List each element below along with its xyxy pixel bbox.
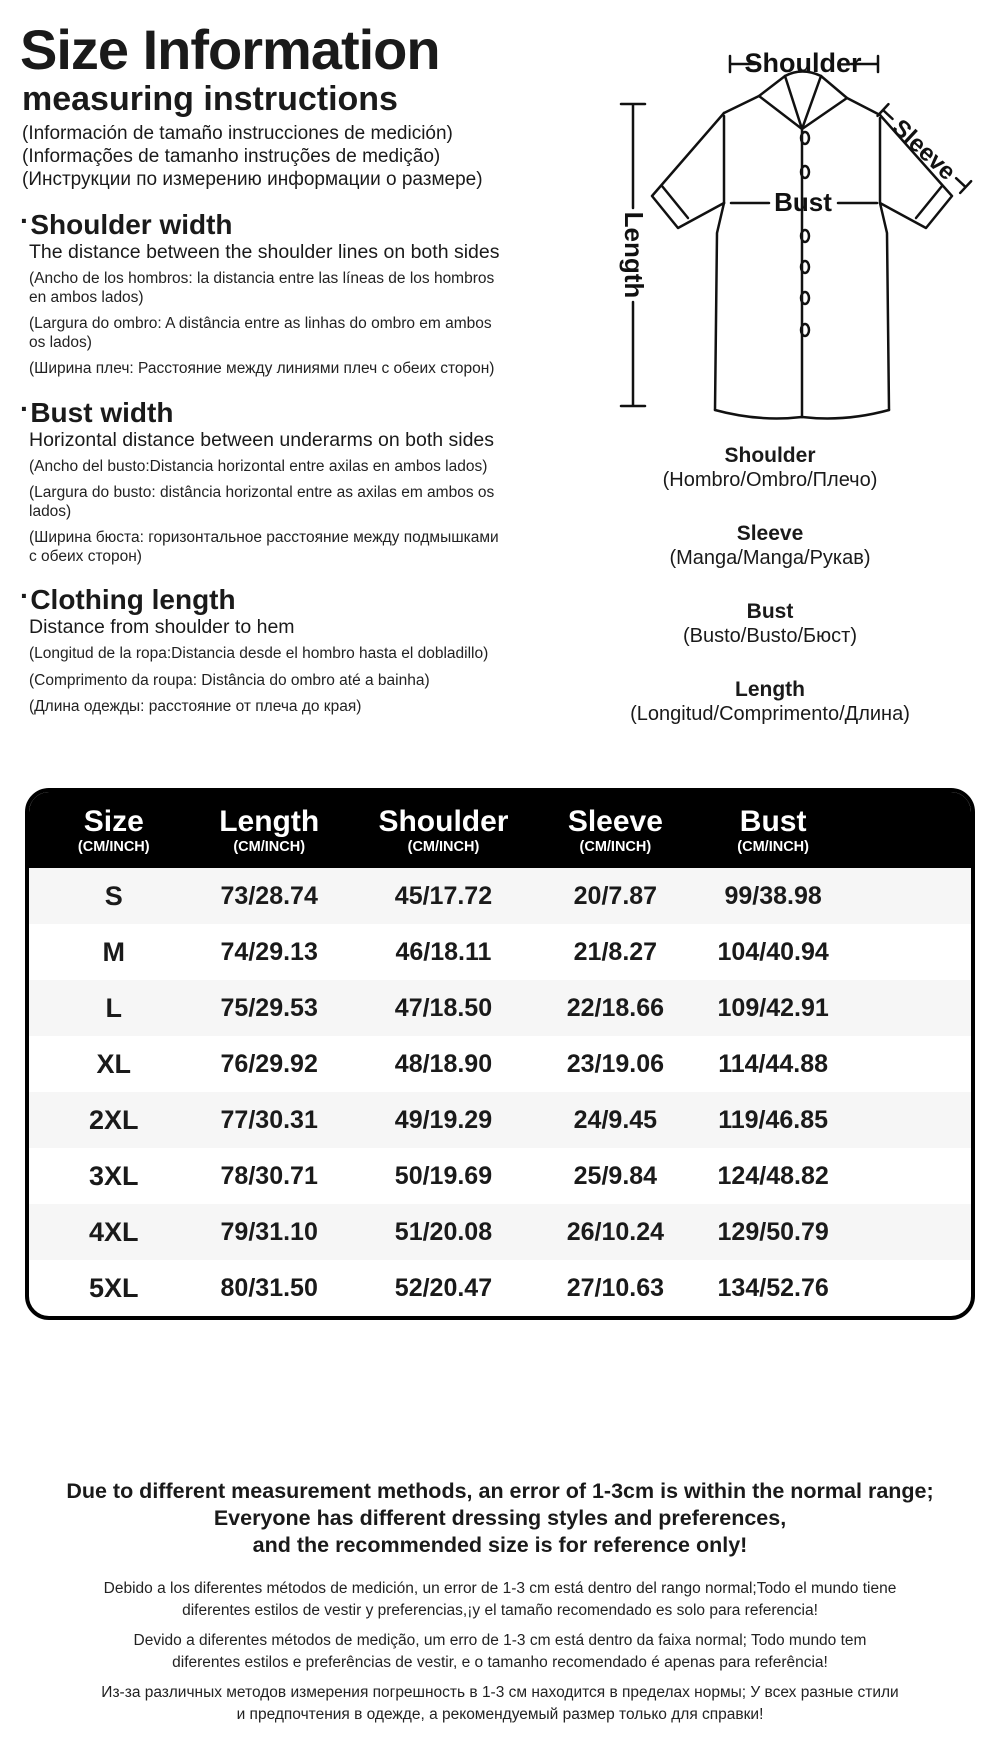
section-note-pt: (Largura do ombro: A distância entre as linhas do ombro em ambos os lados) [29,315,492,351]
table-row-m [29,924,971,980]
column-title: Bust [739,805,807,838]
header-cell-bust [684,805,863,856]
measurement-diagram [545,26,995,756]
disclaimer-en-line: Everyone has different dressing styles and preferences, [213,1506,787,1530]
column-unit: (CM/INCH) [737,839,809,855]
section-description: Distance from shoulder to hem [29,616,295,638]
cell-length: 76/29.92 [220,1049,318,1078]
disclaimer-en-line: and the recommended size is for reference only! [252,1533,748,1557]
legend-item-sleeve [545,522,995,570]
section-note-es: (Ancho del busto:Distancia horizontal entre axilas en ambos lados) [29,457,488,475]
cell-length: 73/28.74 [220,881,318,910]
page-title: Size Information [20,18,440,81]
section-note-es: (Ancho de los hombros: la distancia entre las líneas de los hombros en ambos lados) [29,270,495,306]
column-unit: (CM/INCH) [77,839,150,855]
legend-term: Sleeve [736,522,804,545]
cell-sleeve: 21/8.27 [573,937,658,966]
cell-bust: 109/42.91 [717,993,829,1022]
cell-shoulder: 52/20.47 [394,1273,493,1302]
cell-shoulder: 46/18.11 [395,937,492,966]
legend-term: Bust [746,600,794,623]
section-clothing-length [20,580,545,717]
disclaimer-russian [0,1682,1000,1726]
section-note-ru: (Ширина плеч: Расстояние между линиями плеч с обеих сторон) [29,360,495,377]
table-row-s [29,868,971,924]
cell-shoulder: 51/20.08 [394,1217,493,1246]
title-translation-ru: (Инструкции по измерению информации о размере) [22,169,483,190]
cell-sleeve: 24/9.45 [573,1105,658,1134]
section-heading-text: Clothing length [30,584,236,615]
column-unit: (CM/INCH) [233,839,306,855]
cell-size: L [105,992,123,1023]
bullet: · [20,205,30,236]
diagram-label-bust: Bust [774,187,832,217]
disclaimer-spanish [0,1578,1000,1622]
header-cell-size [29,805,199,856]
title-translation-es: (Información de tamaño instrucciones de medición) [22,123,453,144]
bullet: · [20,580,30,611]
cell-bust: 114/44.88 [718,1049,829,1078]
table-row-4xl [29,1204,971,1260]
cell-shoulder: 48/18.90 [394,1049,493,1078]
cell-size: S [104,880,123,911]
legend-term: Length [735,678,805,701]
cell-sleeve: 20/7.87 [573,881,658,910]
disclaimer-pt-line: diferentes estilos e preferências de vestir, e o tamanho recomendado é apenas para referência! [172,1654,828,1671]
legend-translation: (Hombro/Ombro/Плечо) [662,469,878,491]
disclaimer-es-line: diferentes estilos de vestir y preferencias,¡y el tamaño recomendado es solo para referencia! [182,1602,818,1619]
section-note-es: (Longitud de la ropa:Distancia desde el hombro hasta el dobladillo) [29,645,489,662]
diagram-label-length: Length [619,211,649,299]
shirt-diagram-icon [545,26,995,426]
section-description: Horizontal distance between underarms on both sides [29,428,495,451]
legend-translation: (Busto/Busto/Бюст) [682,625,857,647]
diagram-label-shoulder: Shoulder [744,48,862,78]
legend-item-shoulder [545,444,995,492]
header-cell-shoulder [340,805,547,856]
section-note-ru: (Ширина бюста: горизонтальное расстояние между подмышками с обеих сторон) [29,529,499,565]
cell-shoulder: 47/18.50 [394,993,493,1022]
section-note-pt: (Comprimento da roupa: Distância do ombro até a bainha) [29,671,430,689]
section-heading [20,205,545,240]
section-heading-text: Bust width [30,396,174,428]
cell-length: 74/29.13 [220,937,318,966]
cell-shoulder: 50/19.69 [394,1161,493,1190]
table-row-l [29,980,971,1036]
cell-sleeve: 22/18.66 [566,993,665,1022]
measuring-instructions-column [20,20,545,725]
column-unit: (CM/INCH) [407,839,480,855]
column-title: Sleeve [567,805,663,838]
cell-length: 77/30.31 [220,1105,318,1134]
column-title: Length [219,805,320,838]
cell-sleeve: 26/10.24 [566,1217,665,1246]
size-table [25,788,975,1320]
cell-size: M [102,936,126,967]
disclaimer-translations [0,1578,1000,1734]
cell-bust: 119/46.85 [718,1105,829,1134]
bullet: · [20,392,30,424]
cell-shoulder: 45/17.72 [394,881,493,910]
header-cell-sleeve [547,805,684,856]
diagram-label-sleeve: Sleeve [886,114,961,186]
cell-bust: 124/48.82 [717,1161,829,1190]
header-cell-length [199,805,340,856]
section-shoulder-width [20,205,545,379]
disclaimer-portuguese [0,1630,1000,1674]
cell-length: 78/30.71 [220,1161,318,1190]
disclaimer-ru-line: Из-за различных методов измерения погрешность в 1-3 см находится в пределах нормы; У всех разные стили [101,1684,899,1701]
column-title: Size [83,805,144,838]
disclaimer-en-line: Due to different measurement methods, an error of 1-3cm is within the normal range; [66,1479,934,1503]
table-row-2xl [29,1092,971,1148]
cell-size: 3XL [89,1160,139,1191]
disclaimer-pt-line: Devido a diferentes métodos de medição, um erro de 1-3 cm está dentro da faixa normal; Todo mundo tem [133,1632,867,1649]
table-row-5xl [29,1260,971,1316]
page-subtitle: measuring instructions [22,80,398,118]
cell-bust: 129/50.79 [717,1217,829,1246]
cell-sleeve: 23/19.06 [566,1049,665,1078]
cell-length: 75/29.53 [220,993,318,1022]
section-note-ru: (Длина одежды: расстояние от плеча до края) [29,698,362,715]
diagram-legend [545,444,995,726]
legend-term: Shoulder [724,444,816,467]
section-description: The distance between the shoulder lines on both sides [29,241,500,263]
cell-length: 80/31.50 [220,1273,318,1302]
cell-size: XL [96,1048,132,1079]
table-row-xl [29,1036,971,1092]
cell-bust: 99/38.98 [724,881,822,910]
section-bust-width [20,393,545,567]
disclaimer-es-line: Debido a los diferentes métodos de medición, un error de 1-3 cm está dentro del rango normal;Todo el mundo tiene [103,1580,897,1597]
legend-translation: (Manga/Manga/Рукав) [669,547,871,569]
disclaimer-english [0,1478,1000,1559]
cell-sleeve: 27/10.63 [566,1273,665,1302]
title-translation-pt: (Informações de tamanho instruções de medição) [22,146,441,167]
disclaimer-ru-line: и предпочтения в одежде, а рекомендуемый размер только для справки! [236,1706,764,1723]
cell-size: 5XL [89,1272,139,1303]
legend-item-bust [545,600,995,648]
section-heading [20,393,545,428]
cell-bust: 104/40.94 [717,937,829,966]
cell-size: 2XL [89,1104,139,1135]
section-note-pt: (Largura do busto: distância horizontal entre as axilas em ambos os lados) [29,484,495,520]
cell-sleeve: 25/9.84 [573,1161,658,1190]
cell-bust: 134/52.76 [717,1273,829,1302]
cell-shoulder: 49/19.29 [394,1105,493,1134]
legend-translation: (Longitud/Comprimento/Длина) [630,703,910,725]
table-row-3xl [29,1148,971,1204]
size-table-header [29,792,971,868]
cell-size: 4XL [89,1216,139,1247]
column-title: Shoulder [378,805,509,838]
section-heading-text: Shoulder width [30,209,233,240]
column-unit: (CM/INCH) [579,839,652,855]
section-heading [20,580,545,615]
legend-item-length [545,678,995,726]
cell-length: 79/31.10 [220,1217,318,1246]
